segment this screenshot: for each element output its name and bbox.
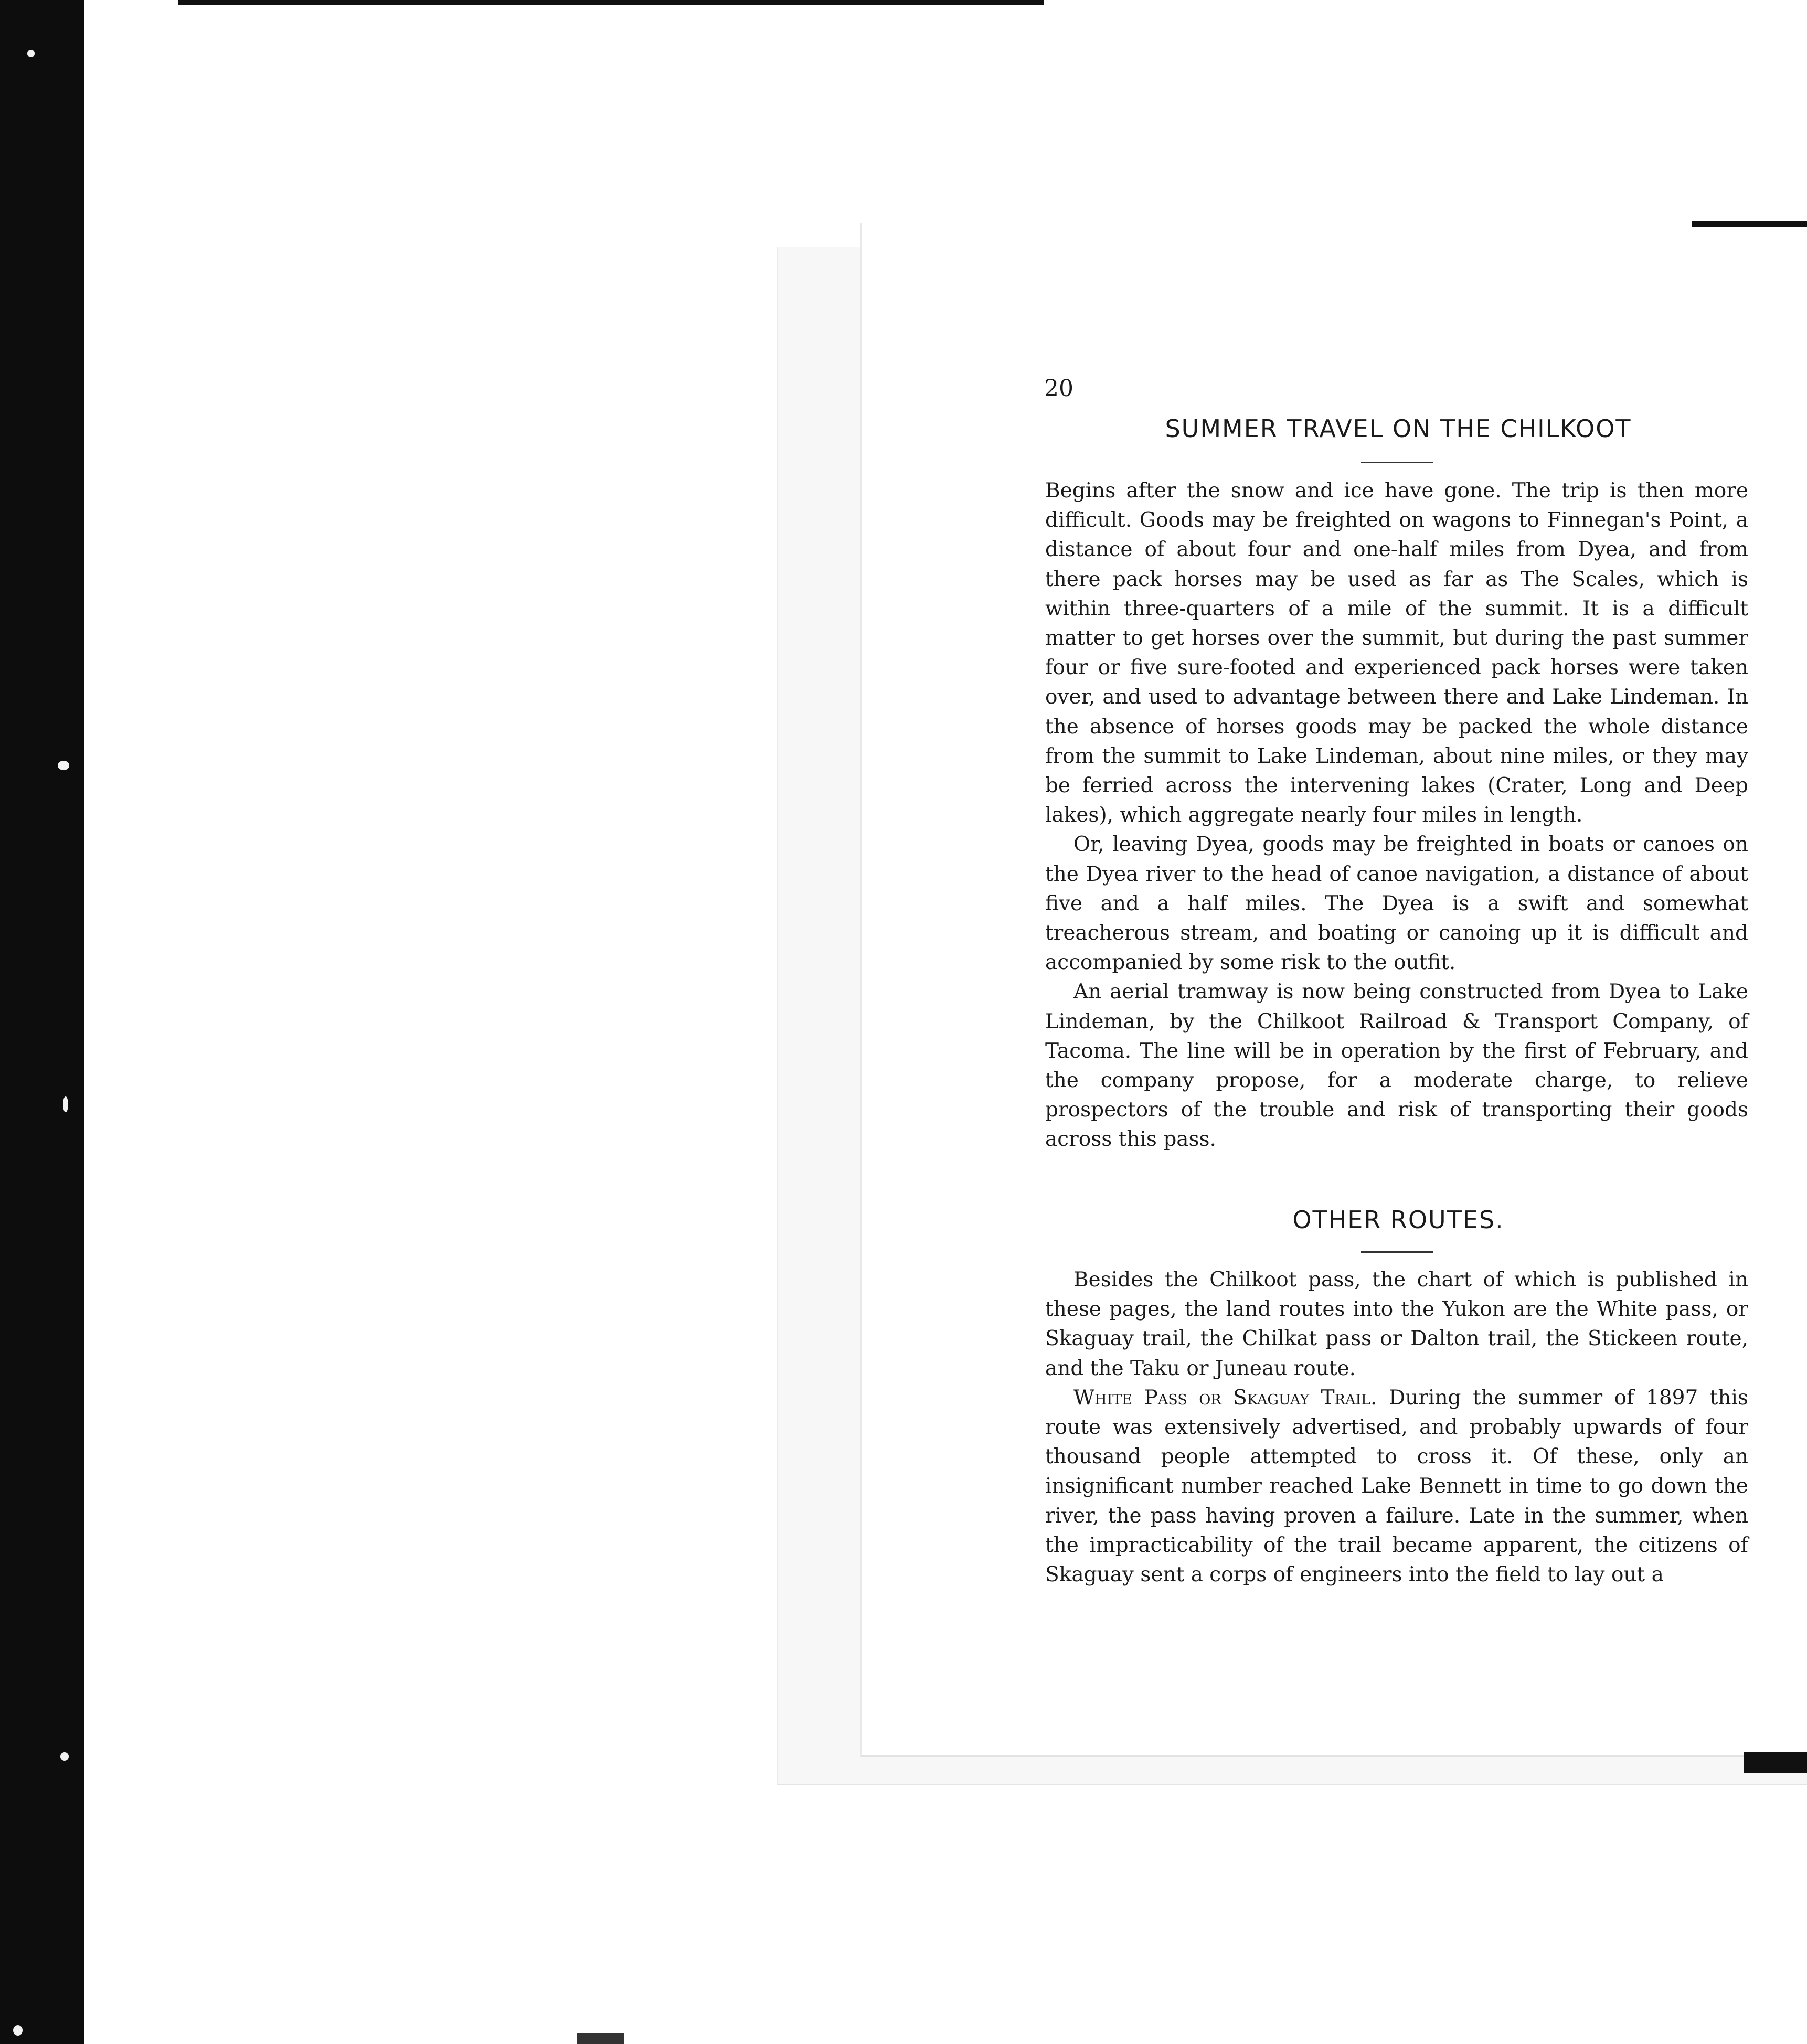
section-heading-other-routes: OTHER ROUTES. (1292, 1206, 1504, 1234)
paragraph: Begins after the snow and ice have gone. The trip is then more difficult. Goods may be freighted on wagons to Finnegan's Point, a distance of about four and one-half miles from Dyea, and from there pack horses may be used as far as The Scales, which is within three-quarters of a mile of the summit. It is a difficult matter to get horses over the summit, but during the past summer four or five sure-footed and experienced pack horses were taken over, and used to advantage between there and Lake Lindeman. In the absence of horses goods may be packed the whole distance from the summit to Lake Lindeman, about nine miles, or they may be ferried across the intervening lakes (Crater, Long and Deep lakes), which aggregate nearly four miles in length. (1045, 479, 1748, 827)
paragraph (1045, 1383, 1748, 1590)
section-heading-summer-travel: SUMMER TRAVEL ON THE CHILKOOT (1165, 414, 1632, 443)
section-body-summer-travel (1045, 476, 1748, 1155)
heading-rule (1361, 1251, 1433, 1253)
top-edge-mark (178, 0, 1044, 5)
paragraph: Besides the Chilkoot pass, the chart of which is published in these pages, the land routes into the Yukon are the White pass, or Skaguay trail, the Chilkat pass or Dalton trail, the Stickeen route, and the Taku or Juneau route. (1045, 1268, 1748, 1380)
route-name-lead: White Pass or Skaguay Trail. (1073, 1386, 1377, 1410)
section-body-other-routes (1045, 1265, 1748, 1590)
page-number: 20 (1044, 375, 1073, 402)
scanner-edge (0, 0, 84, 2044)
bottom-edge-mark (577, 2033, 624, 2044)
dust-speck (60, 1752, 69, 1761)
right-edge-mark-bottom (1744, 1752, 1807, 1773)
dust-speck (58, 761, 69, 770)
paragraph: An aerial tramway is now being constructed from Dyea to Lake Lindeman, by the Chilkoot Railroad & Transport Company, of Tacoma. The line will be in operation by the first of February, and the company propose, for a moderate charge, to relieve prospectors of the trouble and risk of transporting their goods across this pass. (1045, 980, 1748, 1152)
dust-speck (13, 2025, 23, 2036)
dust-speck (27, 50, 35, 57)
right-edge-mark-top (1692, 221, 1807, 227)
paragraph: Or, leaving Dyea, goods may be freighted in boats or canoes on the Dyea river to the head of canoe navigation, a distance of about five and a half miles. The Dyea is a swift and somewhat treacherous stream, and boating or canoing up it is difficult and accompanied by some risk to the outfit. (1045, 833, 1748, 975)
paragraph-text: During the summer of 1897 this route was extensively advertised, and probably upwards of four thousand people attempted to cross it. Of these, only an insignificant number reached Lake Bennett in time to go down the river, the pass having proven a failure. Late in the summer, when the impracticability of the trail became apparent, the citizens of Skaguay sent a corps of engineers into the field to lay out a (1045, 1386, 1748, 1587)
dust-speck (63, 1096, 68, 1112)
heading-rule (1361, 462, 1433, 463)
